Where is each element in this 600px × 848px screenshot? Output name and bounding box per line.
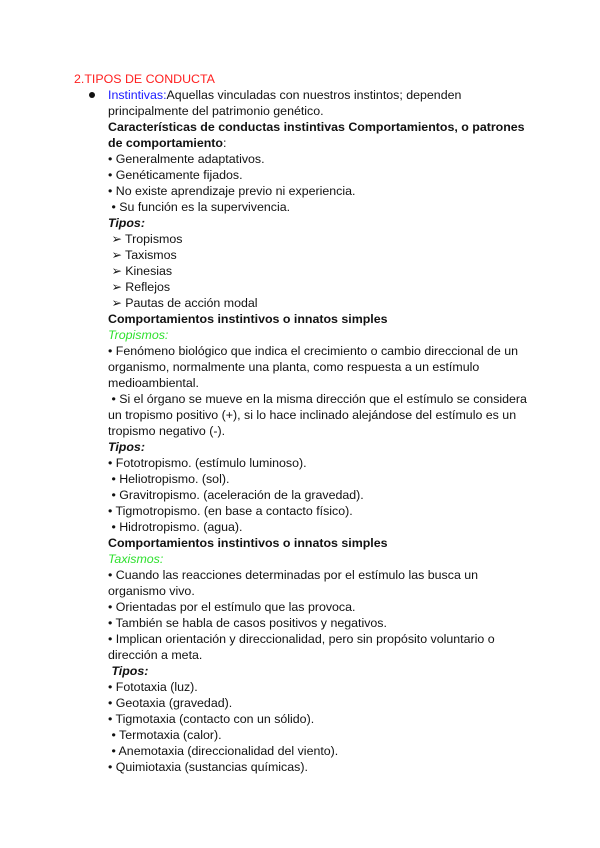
line-text: tropismo negativo (-). xyxy=(108,424,226,438)
text-line xyxy=(0,599,600,615)
tipos-heading xyxy=(0,663,600,679)
intro-text-continued xyxy=(0,103,600,119)
line-text: • Cuando las reacciones determinadas por el estímulo las busca un xyxy=(108,568,479,582)
text-line xyxy=(0,711,600,727)
text-line xyxy=(0,487,600,503)
text-line xyxy=(0,183,600,199)
line-text: • Gravitropismo. (aceleración de la gravedad). xyxy=(108,488,364,502)
text-line xyxy=(0,199,600,215)
text-line xyxy=(0,423,600,439)
line-text: un tropismo positivo (+), si lo hace inclinado alejándose del estímulo es un xyxy=(108,408,517,422)
line-text: organismo, normalmente una planta, como respuesta a un estímulo xyxy=(108,360,480,374)
text-line xyxy=(0,343,600,359)
text-line xyxy=(0,151,600,167)
text-line xyxy=(0,679,600,695)
section-heading xyxy=(0,119,600,135)
text-line xyxy=(0,519,600,535)
line-text: Comportamientos instintivos o innatos simples xyxy=(108,536,388,550)
content-lines xyxy=(0,119,600,775)
text-line xyxy=(0,743,600,759)
section-heading xyxy=(0,135,600,151)
line-text: • Anemotaxia (direccionalidad del viento). xyxy=(108,744,339,758)
line-text: • Genéticamente fijados. xyxy=(108,168,243,182)
text-line xyxy=(0,375,600,391)
text-line xyxy=(0,231,600,247)
line-text: Tropismos: xyxy=(108,328,169,342)
section-heading xyxy=(0,535,600,551)
line-text: • Su función es la supervivencia. xyxy=(108,200,291,214)
text-line xyxy=(0,471,600,487)
line-text: • Tigmotaxia (contacto con un sólido). xyxy=(108,712,315,726)
line-text: ➢ Reflejos xyxy=(108,280,171,294)
line-text: Tipos: xyxy=(108,664,149,678)
text-line xyxy=(0,279,600,295)
text-line xyxy=(0,631,600,647)
line-text: • Tigmotropismo. (en base a contacto físico). xyxy=(108,504,353,518)
intro-term: Instintivas: xyxy=(108,88,167,102)
line-text: • Hidrotropismo. (agua). xyxy=(108,520,243,534)
line-text: • También se habla de casos positivos y negativos. xyxy=(108,616,387,630)
line-text: ➢ Tropismos xyxy=(108,232,183,246)
text-line xyxy=(0,503,600,519)
text-line xyxy=(0,615,600,631)
text-line xyxy=(0,263,600,279)
text-line xyxy=(0,247,600,263)
line-text: • No existe aprendizaje previo ni experiencia. xyxy=(108,184,356,198)
bullet-icon xyxy=(89,92,95,98)
line-text: • Orientadas por el estímulo que las provoca. xyxy=(108,600,356,614)
subtopic-label xyxy=(0,551,600,567)
line-text: • Fototropismo. (estímulo luminoso). xyxy=(108,456,307,470)
subtopic-label xyxy=(0,327,600,343)
line-text: dirección a meta. xyxy=(108,648,203,662)
line-text: • Generalmente adaptativos. xyxy=(108,152,265,166)
line-suffix: : xyxy=(222,136,227,150)
intro-bullet-item xyxy=(0,87,600,103)
text-line xyxy=(0,391,600,407)
line-text: ➢ Taxismos xyxy=(108,248,177,262)
line-text: Comportamientos instintivos o innatos simples xyxy=(108,312,388,326)
line-text: • Geotaxia (gravedad). xyxy=(108,696,233,710)
line-text: • Fototaxia (luz). xyxy=(108,680,198,694)
line-text: • Si el órgano se mueve en la misma dirección que el estímulo se considera xyxy=(108,392,527,406)
text-line xyxy=(0,759,600,775)
line-text: • Termotaxia (calor). xyxy=(108,728,222,742)
line-text: • Fenómeno biológico que indica el crecimiento o cambio direccional de un xyxy=(108,344,519,358)
line-text: de comportamiento xyxy=(108,136,223,150)
text-line xyxy=(0,359,600,375)
line-text: organismo vivo. xyxy=(108,584,195,598)
intro-text-continued-text: principalmente del patrimonio genético. xyxy=(108,104,324,118)
line-text: Características de conductas instintivas Comportamientos, o patrones xyxy=(108,120,525,134)
text-line xyxy=(0,407,600,423)
line-text: • Implican orientación y direccionalidad, pero sin propósito voluntario o xyxy=(108,632,495,646)
section-heading xyxy=(0,311,600,327)
line-text: • Heliotropismo. (sol). xyxy=(108,472,230,486)
intro-text: Aquellas vinculadas con nuestros instintos; dependen xyxy=(166,88,462,102)
line-text: medioambiental. xyxy=(108,376,199,390)
line-text: Tipos: xyxy=(108,216,145,230)
text-line xyxy=(0,695,600,711)
text-line xyxy=(0,583,600,599)
document-body xyxy=(0,71,600,775)
tipos-heading xyxy=(0,439,600,455)
line-text: Tipos: xyxy=(108,440,145,454)
text-line xyxy=(0,647,600,663)
text-line xyxy=(0,727,600,743)
text-line xyxy=(0,567,600,583)
line-text: ➢ Pautas de acción modal xyxy=(108,296,258,310)
line-text: • Quimiotaxia (sustancias químicas). xyxy=(108,760,308,774)
text-line xyxy=(0,167,600,183)
tipos-heading xyxy=(0,215,600,231)
text-line xyxy=(0,455,600,471)
line-text: ➢ Kinesias xyxy=(108,264,173,278)
section-title: 2.TIPOS DE CONDUCTA xyxy=(74,72,215,86)
line-text: Taxismos: xyxy=(108,552,164,566)
text-line xyxy=(0,295,600,311)
